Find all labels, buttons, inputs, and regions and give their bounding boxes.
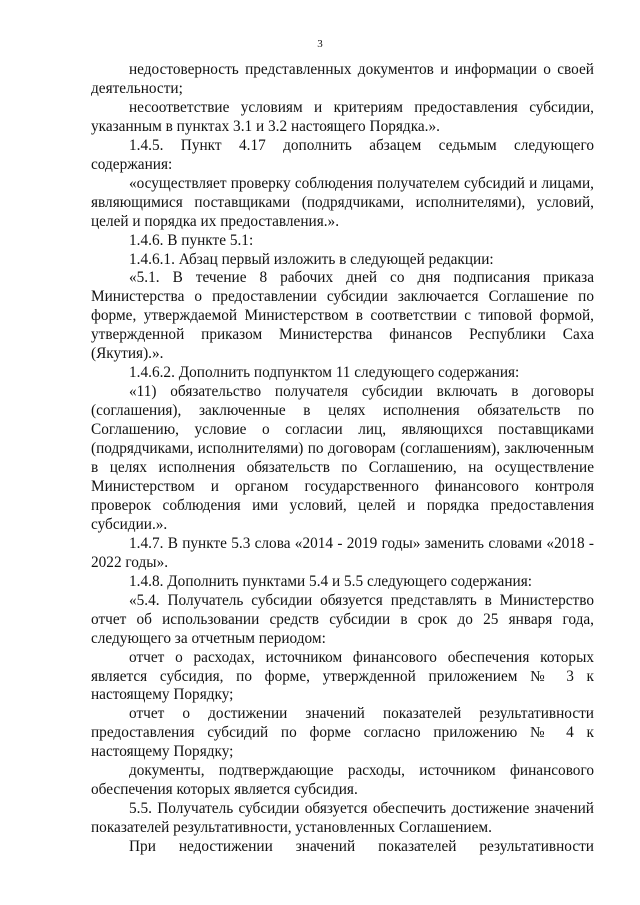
paragraph: отчет о расходах, источником финансового обеспечения которых является субсидия, по форме, утвержденной приложением № 3 к настоящему Порядку; <box>91 648 594 704</box>
paragraph: недостоверность представленных документов и информации о своей деятельности; <box>91 61 594 97</box>
paragraph: 1.4.6.2. Дополнить подпунктом 11 следующего содержания: <box>129 364 520 382</box>
paragraph: «11) обязательство получателя субсидии включать в договоры (соглашения), заключенные в целях исполнения обязательств по Соглашению, условие о согласии лиц, являющихся поставщиками (подрядчиками, исполнителями) по договорам (соглашениям), заключенным в целях исполнения обязательств по Соглашению, на осуществление Министерством и органом государственного финансового контроля проверок соблюдения ими условий, целей и порядка предоставления субсидии.». <box>91 383 594 533</box>
paragraph: 5.5. Получатель субсидии обязуется обеспечить достижение значений показателей результативности, установленных Соглашением. <box>91 800 594 837</box>
paragraph: 1.4.6. В пункте 5.1: <box>129 231 254 249</box>
paragraph: 1.4.6.1. Абзац первый изложить в следующей редакции: <box>129 250 494 268</box>
document-body <box>91 61 594 857</box>
paragraph: «5.4. Получатель субсидии обязуется представлять в Министерство отчет об использовании средств субсидии в срок до 25 января года, следующего за отчетным периодом: <box>91 591 594 647</box>
page-number: 3 <box>317 38 323 50</box>
paragraph: отчет о достижении значений показателей результативности предоставления субсидий по форме согласно приложению № 4 к настоящему Порядку; <box>91 705 594 761</box>
paragraph: «5.1. В течение 8 рабочих дней со дня подписания приказа Министерства о предоставлении субсидии заключается Соглашение по форме, утверждаемой Министерством в соответствии с типовой формой, утвержденной приказом Министерства финансов Республики Саха (Якутия).». <box>91 269 594 363</box>
paragraph: 1.4.7. В пункте 5.3 слова «2014 - 2019 годы» заменить словами «2018 - 2022 годы». <box>91 534 594 571</box>
paragraph: 1.4.5. Пункт 4.17 дополнить абзацем седьмым следующего содержания: <box>91 136 594 173</box>
paragraph: При недостижении значений показателей результативности <box>129 838 594 856</box>
paragraph: документы, подтверждающие расходы, источником финансового обеспечения которых является субсидия. <box>91 762 594 799</box>
paragraph: 1.4.8. Дополнить пунктами 5.4 и 5.5 следующего содержания: <box>129 572 532 590</box>
paragraph: несоответствие условиям и критериям предоставления субсидии, указанным в пунктах 3.1 и 3.2 настоящего Порядка.». <box>91 98 594 135</box>
paragraph: «осуществляет проверку соблюдения получателем субсидий и лицами, являющимися поставщиками (подрядчиками, исполнителями), условий, целей и порядка их предоставления.». <box>91 174 594 230</box>
